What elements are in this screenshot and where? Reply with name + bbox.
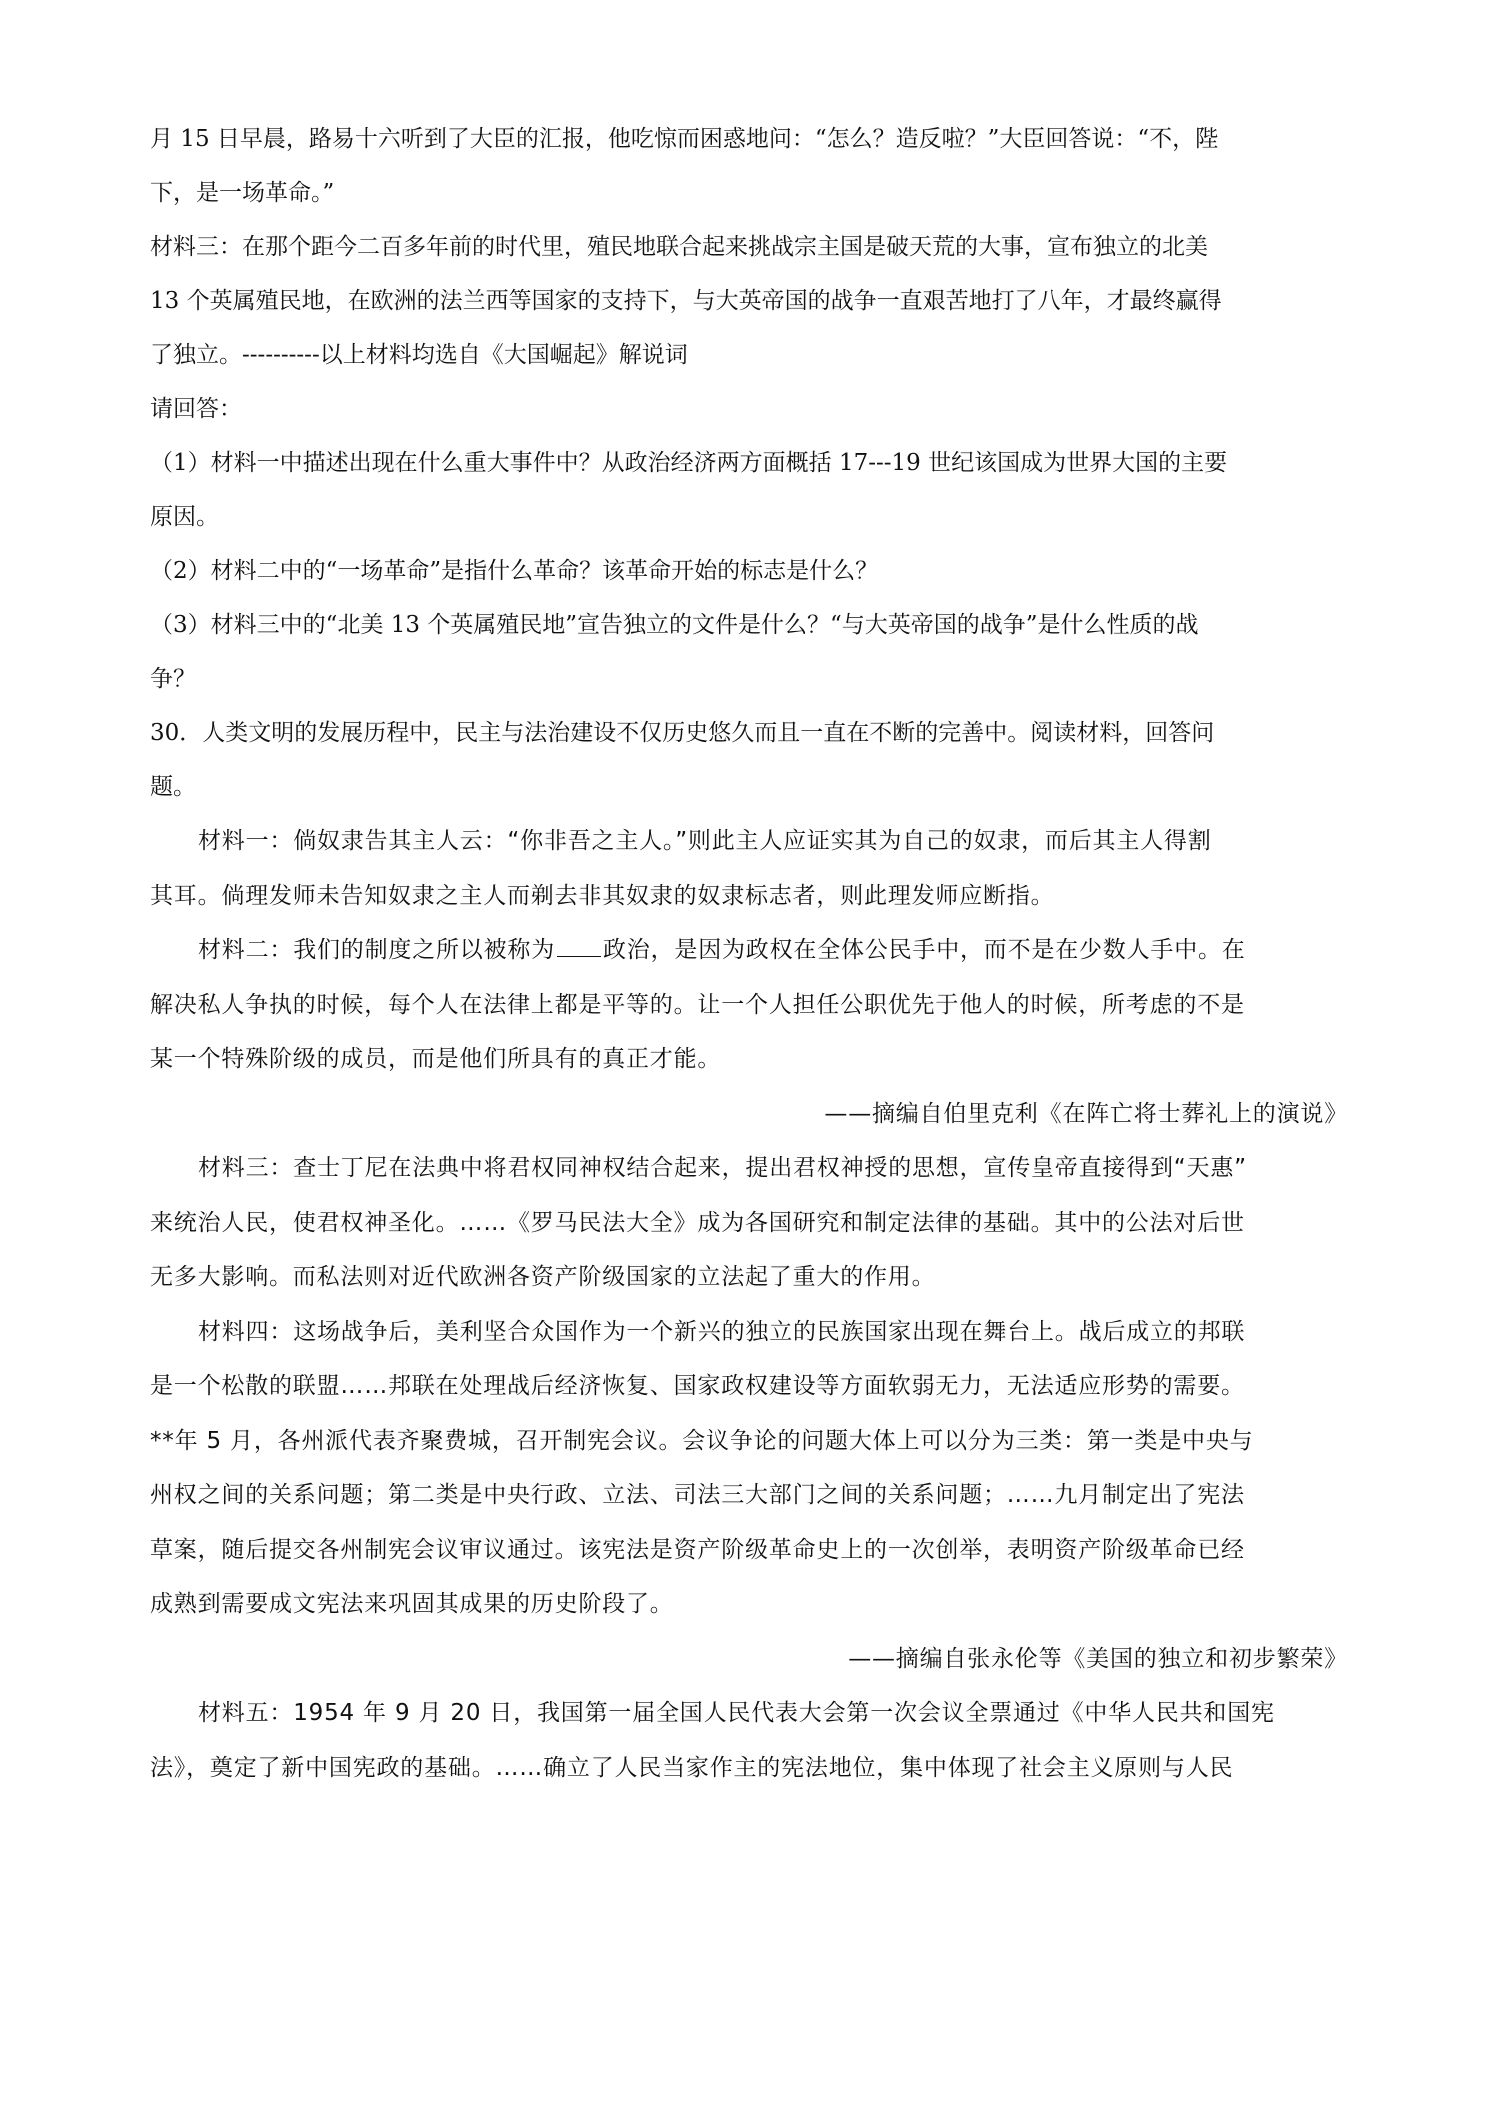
material-3-line: 无多大影响。而私法则对近代欧洲各资产阶级国家的立法起了重大的作用。 xyxy=(150,1264,936,1290)
text-line: 原因。 xyxy=(150,504,219,530)
question-1: （1）材料一中描述出现在什么重大事件中？从政治经济两方面概括 17---19 世纪该国成为世界大国的主要 xyxy=(150,450,1228,476)
material-2-line xyxy=(150,923,1348,978)
material-4-source: ——摘编自张永伦等《美国的独立和初步繁荣》 xyxy=(848,1645,1348,1672)
question-30-heading: 30．人类文明的发展历程中，民主与法治建设不仅历史悠久而且一直在不断的完善中。阅读材料，回答问 xyxy=(150,720,1215,746)
material-5-line: 材料五：1954 年 9 月 20 日，我国第一届全国人民代表大会第一次会议全票通过《中华人民共和国宪 xyxy=(198,1700,1275,1726)
material-4-line: **年 5 月，各州派代表齐聚费城，召开制宪会议。会议争论的问题大体上可以分为三类：第一类是中央与 xyxy=(150,1427,1254,1454)
material-3-line: 材料三：查士丁尼在法典中将君权同神权结合起来，提出君权神授的思想，宣传皇帝直接得到“天惠” xyxy=(198,1155,1247,1181)
text-line: 材料三：在那个距今二百多年前的时代里，殖民地联合起来挑战宗主国是破天荒的大事，宣布独立的北美 xyxy=(150,234,1208,260)
text-line: 题。 xyxy=(150,774,196,800)
material-1-line: 其耳。倘理发师未告知奴隶之主人而剃去非其奴隶的奴隶标志者，则此理发师应断指。 xyxy=(150,882,1055,909)
material-4-line: 是一个松散的联盟……邦联在处理战后经济恢复、国家政权建设等方面软弱无力，无法适应形势的需要。 xyxy=(150,1373,1245,1399)
material-2-text: 材料二：我们的制度之所以被称为 xyxy=(198,937,555,963)
material-2-source: ——摘编自伯里克利《在阵亡将士葬礼上的演说》 xyxy=(824,1100,1348,1127)
material-3-line: 来统治人民，使君权神圣化。……《罗马民法大全》成为各国研究和制定法律的基础。其中的公法对后世 xyxy=(150,1209,1245,1236)
material-4-line: 草案，随后提交各州制宪会议审议通过。该宪法是资产阶级革命史上的一次创举，表明资产阶级革命已经 xyxy=(150,1536,1245,1563)
questions-section-29 xyxy=(150,112,1348,814)
material-1-line: 材料一：倘奴隶告其主人云：“你非吾之主人。”则此主人应证实其为自己的奴隶，而后其主人得割 xyxy=(198,828,1212,854)
text-line: 请回答： xyxy=(150,396,242,422)
text-line: 了独立。----------以上材料均选自《大国崛起》解说词 xyxy=(150,342,688,368)
fill-in-blank xyxy=(557,936,601,957)
text-line: 月 15 日早晨，路易十六听到了大臣的汇报，他吃惊而困惑地问：“怎么？造反啦？”大臣回答说：“不，陛 xyxy=(150,126,1219,152)
material-4-line: 州权之间的关系问题；第二类是中央行政、立法、司法三大部门之间的关系问题；……九月制定出了宪法 xyxy=(150,1482,1245,1508)
question-3: （3）材料三中的“北美 13 个英属殖民地”宣告独立的文件是什么？“与大英帝国的战争”是什么性质的战 xyxy=(150,612,1199,638)
material-2-line: 解决私人争执的时候，每个人在法律上都是平等的。让一个人担任公职优先于他人的时候，所考虑的不是 xyxy=(150,991,1245,1018)
material-2-text: 政治，是因为政权在全体公民手中，而不是在少数人手中。在 xyxy=(603,937,1246,963)
material-4-line: 成熟到需要成文宪法来巩固其成果的历史阶段了。 xyxy=(150,1591,674,1617)
text-line: 争？ xyxy=(150,666,196,692)
material-2-line: 某一个特殊阶级的成员，而是他们所具有的真正才能。 xyxy=(150,1046,722,1072)
text-line: 13 个英属殖民地，在欧洲的法兰西等国家的支持下，与大英帝国的战争一直艰苦地打了八年，才最终赢得 xyxy=(150,288,1222,314)
material-4-line: 材料四：这场战争后，美利坚合众国作为一个新兴的独立的民族国家出现在舞台上。战后成立的邦联 xyxy=(198,1318,1246,1345)
text-line: 下，是一场革命。” xyxy=(150,180,335,206)
question-2: （2）材料二中的“一场革命”是指什么革命？该革命开始的标志是什么？ xyxy=(150,558,879,584)
material-5-line: 法》，奠定了新中国宪政的基础。……确立了人民当家作主的宪法地位，集中体现了社会主义原则与人民 xyxy=(150,1754,1234,1781)
materials-section-30 xyxy=(150,814,1348,1795)
